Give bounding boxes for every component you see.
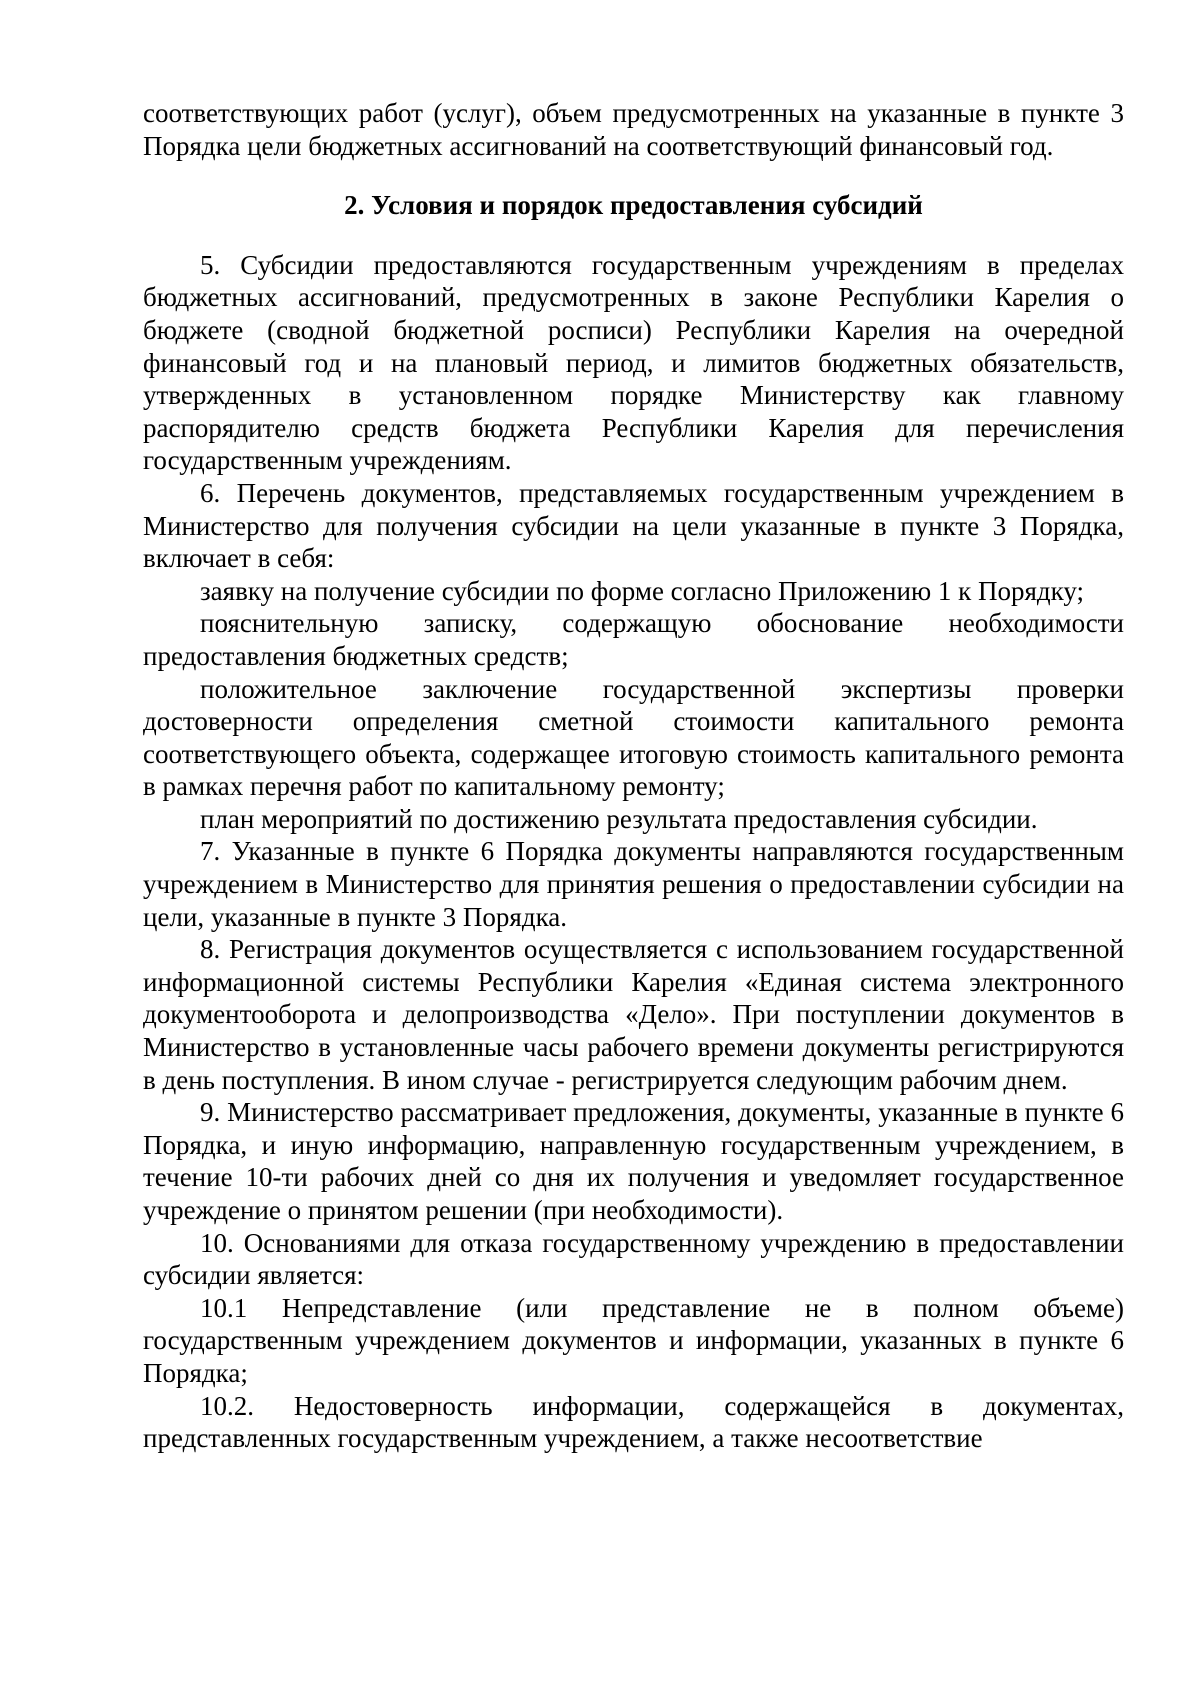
intro-paragraph: соответствующих работ (услуг), объем предусмотренных на указанные в пункте 3 Порядка цели бюджетных ассигнований на соответствующий финансовый год.	[143, 98, 1124, 161]
paragraph-6-item-expert-conclusion: положительное заключение государственной экспертизы проверки достоверности определения сметной стоимости капитального ремонта соответствующего объекта, содержащее итоговую стоимость капитального ремонта в рамках перечня работ по капитальному ремонту;	[143, 673, 1124, 802]
paragraph-6-item-explanatory-note: пояснительную записку, содержащую обоснование необходимости предоставления бюджетных средств;	[143, 608, 1124, 671]
paragraph-6: 6. Перечень документов, представляемых государственным учреждением в Министерство для получения субсидии на цели указанные в пункте 3 Порядка, включает в себя:	[143, 477, 1124, 574]
document-page	[143, 97, 1124, 1455]
paragraph-8: 8. Регистрация документов осуществляется с использованием государственной информационной системы Республики Карелия «Единая система электронного документооборота и делопроизводства «Дело». При поступлении документов в Министерство в установленные часы рабочего времени документы регистрируются в день поступления. В ином случае - регистрируется следующим рабочим днем.	[143, 934, 1124, 1095]
paragraph-10-1: 10.1 Непредставление (или представление не в полном объеме) государственным учреждением документов и информации, указанных в пункте 6 Порядка;	[143, 1292, 1124, 1388]
paragraph-9: 9. Министерство рассматривает предложения, документы, указанные в пункте 6 Порядка, и иную информацию, направленную государственным учреждением, в течение 10-ти рабочих дней со дня их получения и уведомляет государственное учреждение о принятом решении (при необходимости).	[143, 1097, 1124, 1225]
paragraph-6-item-application: заявку на получение субсидии по форме согласно Приложению 1 к Порядку;	[200, 575, 1085, 606]
paragraph-10-2: 10.2. Недостоверность информации, содержащейся в документах, представленных государственным учреждением, а также несоответствие	[143, 1390, 1124, 1454]
paragraph-6-item-action-plan: план мероприятий по достижению результата предоставления субсидии.	[200, 803, 1038, 834]
paragraph-10: 10. Основаниями для отказа государственному учреждению в предоставлении субсидии является:	[143, 1227, 1124, 1291]
paragraph-7: 7. Указанные в пункте 6 Порядка документы направляются государственным учреждением в Министерство для принятия решения о предоставлении субсидии на цели, указанные в пункте 3 Порядка.	[143, 836, 1124, 932]
section-heading: 2. Условия и порядок предоставления субсидий	[344, 190, 923, 221]
paragraph-5: 5. Субсидии предоставляются государственным учреждениям в пределах бюджетных ассигнований, предусмотренных в законе Республики Карелия о бюджете (сводной бюджетной росписи) Республики Карелия на очередной финансовый год и на плановый период, и лимитов бюджетных обязательств, утвержденных в установленном порядке Министерству как главному распорядителю средств бюджета Республики Карелия для перечисления государственным учреждениям.	[143, 249, 1124, 476]
